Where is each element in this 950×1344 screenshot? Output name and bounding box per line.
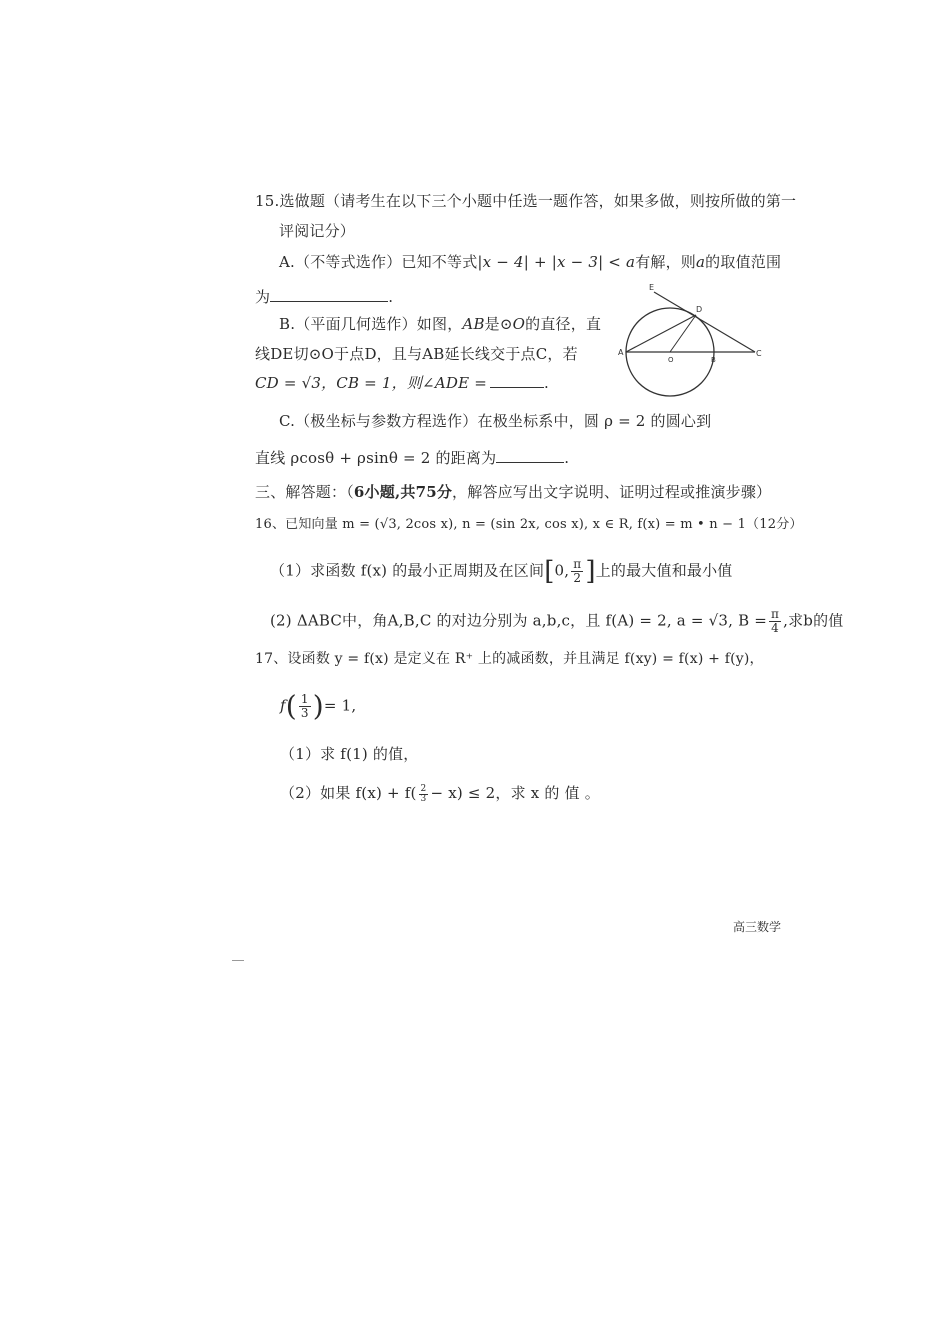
- q16-part1-prefix: （1）求函数 f(x) 的最小正周期及在区间: [270, 561, 545, 580]
- q15c-answer-end: .: [564, 449, 570, 467]
- q15a-answer-end: .: [388, 288, 394, 306]
- frac-pi-2-num: π: [573, 557, 582, 571]
- q15b-prefix: B.（平面几何选作）如图，: [279, 315, 463, 333]
- interval-right-bracket: ]: [585, 556, 596, 587]
- q15c-answer-blank[interactable]: [496, 448, 564, 463]
- q16-stem: 16、已知向量 m = (√3, 2cos x), n = (sin 2x, cos x), x ∈ R, f(x) = m • n − 1（12分）: [255, 517, 803, 532]
- q15b-answer-end: .: [543, 374, 549, 392]
- frac-pi-2-den: 2: [573, 571, 582, 585]
- scan-mark: [232, 960, 244, 961]
- label-b: B: [711, 356, 716, 364]
- q17-cond-rhs: = 1,: [323, 696, 357, 715]
- frac-1-3-num: 1: [300, 692, 309, 706]
- frac-pi-2: [571, 558, 583, 585]
- q15-line1: 15.选做题（请考生在以下三个小题中任选一题作答，如果多做，则按所做的第一: [255, 192, 797, 210]
- label-o: O: [668, 356, 674, 364]
- q15a-inequality: |x − 4| + |x − 3| < a: [477, 253, 636, 271]
- q15b-end: 的直径，直: [525, 315, 602, 333]
- interval-left: 0,: [554, 561, 570, 580]
- q15a-answer-prefix: 为: [255, 288, 271, 306]
- section3-heading: [255, 481, 771, 503]
- q15c-line1: C.（极坐标与参数方程选作）在极坐标系中，圆 ρ = 2 的圆心到: [279, 412, 712, 430]
- q15b-line3: [255, 372, 549, 394]
- frac-1-3: [299, 693, 311, 720]
- section3-bold: 6小题,共75分: [353, 483, 453, 501]
- q15b-answer-blank[interactable]: [490, 373, 544, 388]
- q15b-line1: [279, 313, 601, 335]
- label-a: A: [618, 348, 624, 357]
- q15b-line2: 线DE切⊙O于点D，且与AB延长线交于点C，若: [255, 345, 578, 363]
- q16-part2-suffix: ,求b的值: [783, 611, 844, 630]
- q15c-line2: [255, 447, 569, 469]
- q17-part1: （1）求 f(1) 的值，: [280, 745, 419, 763]
- q15a-var: a: [696, 253, 706, 271]
- q16-part1-suffix: 上的最大值和最小值: [595, 561, 733, 580]
- line-od: [670, 315, 696, 352]
- q16-part1: [270, 558, 733, 585]
- q17-condition: [280, 689, 357, 723]
- q16-part2: [270, 608, 844, 635]
- line-ad: [626, 315, 696, 352]
- q17-stem: 17、设函数 y = f(x) 是定义在 R⁺ 上的减函数，并且满足 f(xy) = f(x) + f(y)，: [255, 651, 764, 667]
- q15c-prefix: 直线 ρcosθ + ρsinθ = 2 的距离为: [255, 449, 497, 467]
- label-c: C: [756, 349, 762, 358]
- q15a-suffix: 有解，则: [635, 253, 697, 271]
- q17-part2: [280, 782, 600, 804]
- q15-line2: 评阅记分）: [279, 222, 356, 240]
- q16-part2-prefix: (2) ΔABC中，角A,B,C 的对边分别为 a,b,c，且 f(A) = 2, a = √3, B =: [270, 611, 768, 630]
- label-d: D: [696, 305, 703, 314]
- line-ec: [654, 292, 755, 352]
- frac-1-3-den: 3: [300, 706, 309, 720]
- q15b-given: CD = √3，CB = 1，则∠ADE =: [255, 374, 487, 392]
- frac-pi-4: [769, 608, 781, 635]
- label-e: E: [649, 283, 655, 292]
- q17-cond-rparen: ): [312, 689, 324, 723]
- q15b-o: O: [512, 315, 526, 333]
- q15b-ab: AB: [462, 315, 485, 333]
- q17-cond-f: f: [280, 696, 286, 715]
- interval-left-bracket: [: [544, 556, 555, 587]
- q15a-line1: [279, 251, 781, 273]
- section3-prefix: 三、解答题：（: [255, 483, 354, 501]
- frac-pi-4-num: π: [771, 607, 780, 621]
- q15a-answer-blank[interactable]: [270, 287, 388, 302]
- frac-2-3-den: 3: [420, 793, 427, 804]
- q15a-line2: [255, 286, 393, 308]
- footer-label: 高三数学: [733, 920, 782, 934]
- q15b-mid: 是⊙: [484, 315, 513, 333]
- frac-2-3: [419, 785, 429, 804]
- q17-cond-lparen: (: [285, 689, 297, 723]
- q17-part2-suffix: − x) ≤ 2，求 x 的 值 。: [430, 784, 600, 802]
- q15a-suffix2: 的取值范围: [705, 253, 782, 271]
- q15a-prefix: A.（不等式选作）已知不等式: [279, 253, 478, 271]
- frac-2-3-num: 2: [420, 783, 427, 794]
- section3-suffix: ，解答应写出文字说明、证明过程或推演步骤）: [452, 483, 772, 501]
- geometry-figure: [612, 280, 772, 405]
- q17-part2-prefix: （2）如果 f(x) + f(: [280, 784, 417, 802]
- frac-pi-4-den: 4: [771, 621, 780, 635]
